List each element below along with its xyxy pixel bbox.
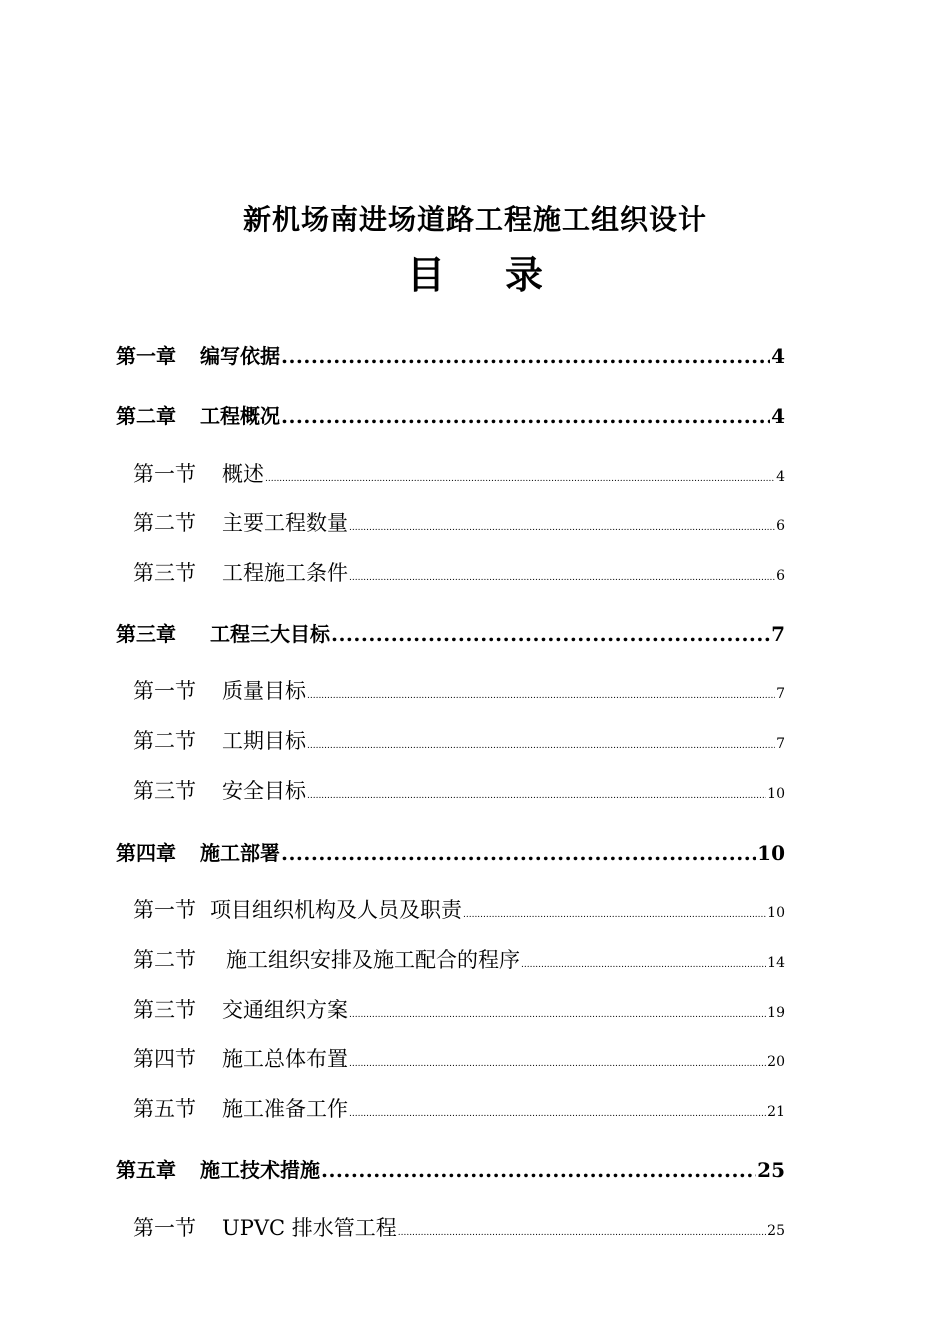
toc-number: 第二节 bbox=[133, 511, 196, 535]
toc-title: 施工部署 bbox=[200, 841, 280, 865]
toc-number: 第五节 bbox=[133, 1097, 196, 1121]
toc-page: 25 bbox=[757, 1158, 785, 1182]
toc-section-3-3[interactable] bbox=[133, 775, 785, 805]
toc-section-2-1[interactable] bbox=[133, 458, 785, 488]
toc-title: 工程施工条件 bbox=[222, 561, 348, 585]
toc-leader bbox=[331, 622, 770, 646]
toc-leader bbox=[521, 960, 766, 970]
toc-section-4-5[interactable] bbox=[133, 1093, 785, 1123]
toc-page: 20 bbox=[767, 1054, 785, 1070]
toc-page: 21 bbox=[767, 1104, 785, 1120]
toc-number: 第三章 bbox=[116, 622, 176, 646]
toc-title: 安全目标 bbox=[222, 779, 306, 803]
toc-leader bbox=[349, 573, 775, 583]
toc-chapter-5[interactable] bbox=[116, 1154, 785, 1183]
toc-leader bbox=[281, 344, 770, 368]
toc-title: 交通组织方案 bbox=[222, 998, 348, 1022]
toc-number: 第一节 bbox=[133, 898, 196, 922]
toc-title: UPVC 排水管工程 bbox=[222, 1216, 397, 1240]
toc-chapter-1[interactable] bbox=[116, 340, 785, 369]
toc-leader bbox=[463, 910, 766, 920]
toc-page: 19 bbox=[767, 1005, 785, 1021]
toc-leader bbox=[307, 791, 766, 801]
toc-number: 第一章 bbox=[116, 344, 176, 368]
toc-title: 工程三大目标 bbox=[210, 622, 330, 646]
toc-section-5-1[interactable] bbox=[133, 1212, 785, 1242]
toc-number: 第三节 bbox=[133, 998, 196, 1022]
toc-section-4-1[interactable] bbox=[133, 894, 785, 924]
toc-chapter-3[interactable] bbox=[116, 618, 785, 647]
toc-section-4-3[interactable] bbox=[133, 994, 785, 1024]
toc-title: 工期目标 bbox=[222, 729, 306, 753]
document-title: 新机场南进场道路工程施工组织设计 bbox=[242, 203, 707, 236]
toc-number: 第一节 bbox=[133, 462, 196, 486]
toc-leader bbox=[281, 841, 756, 865]
toc-number: 第二节 bbox=[133, 729, 196, 753]
toc-title: 工程概况 bbox=[200, 404, 280, 428]
toc-page: 6 bbox=[776, 518, 785, 534]
toc-page: 6 bbox=[776, 568, 785, 584]
toc-section-2-3[interactable] bbox=[133, 557, 785, 587]
toc-leader bbox=[281, 404, 770, 428]
toc-chapter-4[interactable] bbox=[116, 837, 785, 866]
toc-page: 10 bbox=[767, 786, 785, 802]
toc-number: 第三节 bbox=[133, 779, 196, 803]
toc-leader bbox=[349, 1059, 766, 1069]
toc-leader bbox=[307, 691, 775, 701]
toc-page: 7 bbox=[776, 686, 785, 702]
toc-section-3-1[interactable] bbox=[133, 675, 785, 705]
toc-page: 7 bbox=[771, 622, 785, 646]
toc-section-3-2[interactable] bbox=[133, 725, 785, 755]
toc-number: 第四节 bbox=[133, 1047, 196, 1071]
toc-leader bbox=[349, 523, 775, 533]
toc-page: 14 bbox=[767, 955, 785, 971]
toc-leader bbox=[321, 1158, 756, 1182]
toc-number: 第二节 bbox=[133, 948, 196, 972]
toc-title: 施工技术措施 bbox=[200, 1158, 320, 1182]
toc-chapter-2[interactable] bbox=[116, 400, 785, 429]
toc-title: 施工准备工作 bbox=[222, 1097, 348, 1121]
toc-page: 7 bbox=[776, 736, 785, 752]
toc-title: 编写依据 bbox=[200, 344, 280, 368]
toc-page: 4 bbox=[771, 344, 785, 368]
toc-title: 质量目标 bbox=[222, 679, 306, 703]
toc-section-4-2[interactable] bbox=[133, 944, 785, 974]
toc-section-2-2[interactable] bbox=[133, 507, 785, 537]
toc-page: 10 bbox=[767, 905, 785, 921]
toc-section-4-4[interactable] bbox=[133, 1043, 785, 1073]
toc-title: 施工组织安排及施工配合的程序 bbox=[226, 948, 520, 972]
toc-heading-char-2: 录 bbox=[505, 252, 544, 297]
toc-heading-char-1: 目 bbox=[406, 252, 445, 297]
toc-leader bbox=[349, 1010, 766, 1020]
toc-number: 第一节 bbox=[133, 1216, 196, 1240]
toc-number: 第三节 bbox=[133, 561, 196, 585]
toc-title: 主要工程数量 bbox=[222, 511, 348, 535]
toc-page: 10 bbox=[757, 841, 785, 865]
toc-leader bbox=[398, 1228, 766, 1238]
toc-title: 施工总体布置 bbox=[222, 1047, 348, 1071]
toc-leader bbox=[265, 474, 775, 484]
toc-number: 第一节 bbox=[133, 679, 196, 703]
toc-page: 4 bbox=[776, 469, 785, 485]
toc-title: 项目组织机构及人员及职责 bbox=[210, 898, 462, 922]
toc-title: 概述 bbox=[222, 462, 264, 486]
toc-number: 第五章 bbox=[116, 1158, 176, 1182]
toc-leader bbox=[349, 1109, 766, 1119]
toc-leader bbox=[307, 741, 775, 751]
toc-number: 第二章 bbox=[116, 404, 176, 428]
toc-number: 第四章 bbox=[116, 841, 176, 865]
toc-page: 25 bbox=[767, 1223, 785, 1239]
toc-page: 4 bbox=[771, 404, 785, 428]
